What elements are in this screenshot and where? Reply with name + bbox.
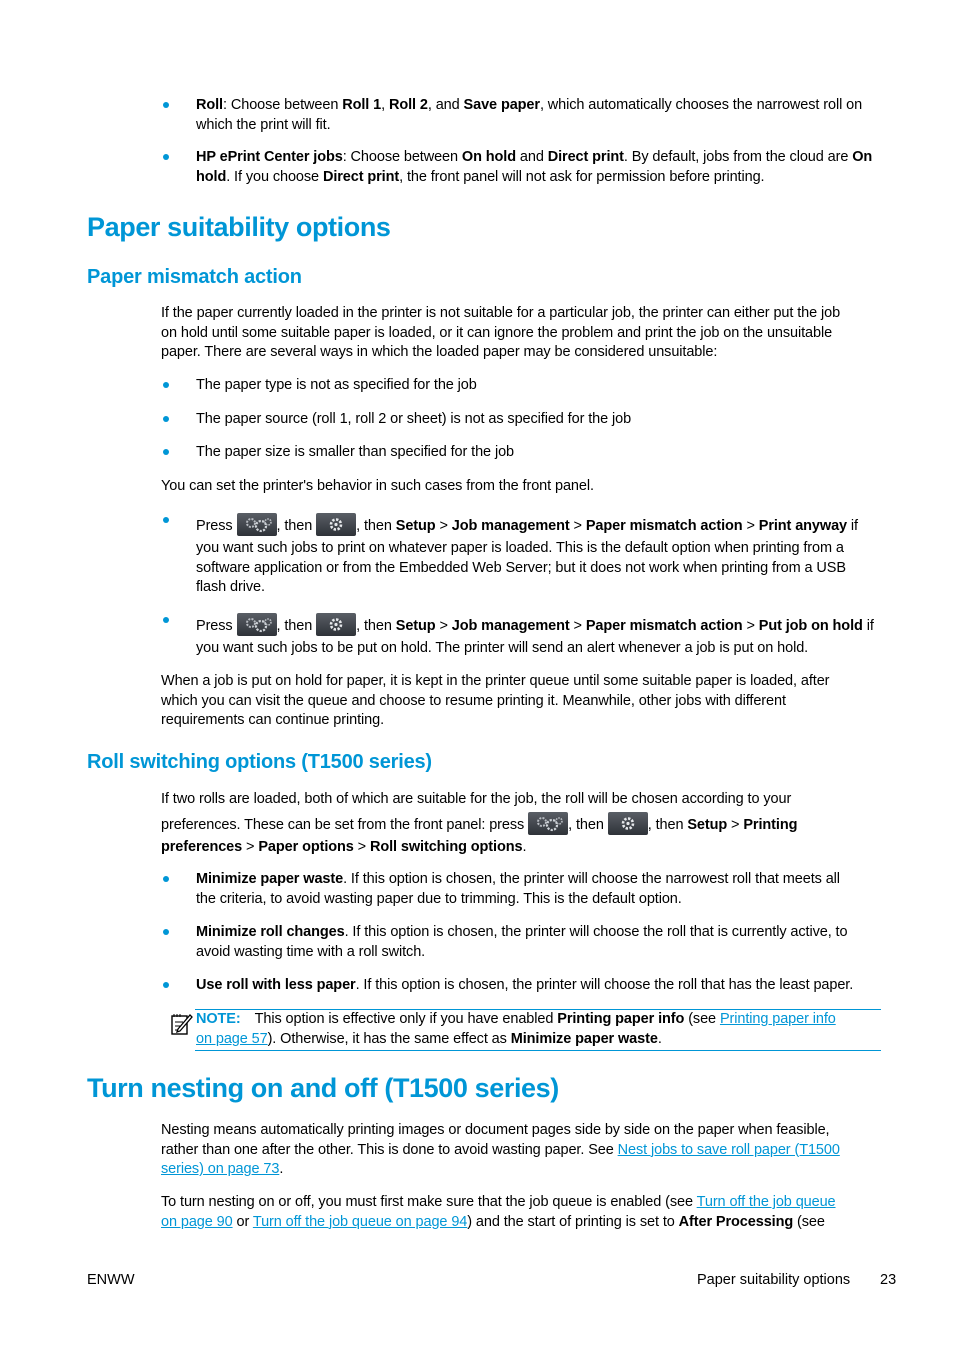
settings-gear-icon: [316, 613, 356, 636]
behavior-text: You can set the printer's behavior in such cases from the front panel.: [161, 478, 594, 494]
section-title-nesting: Turn nesting on and off (T1500 series): [87, 1073, 559, 1103]
link-page-57[interactable]: on page 57: [196, 1030, 268, 1047]
list-item: Minimize roll changes. If this option is chosen, the printer will choose the roll that is currently active, to avoid wasting time with a roll switch.: [196, 924, 848, 960]
bullet-dot: [163, 154, 169, 160]
hold-paragraph: When a job is put on hold for paper, it is kept in the printer queue until some suitable paper is loaded, after which you can visit the queue and choose to resume printing it. Meanwhile, other jobs with different requirements can continue printing.: [161, 673, 830, 728]
subsection-title-roll-switching: Roll switching options (T1500 series): [87, 751, 432, 773]
list-item: The paper size is smaller than specified for the job: [196, 444, 514, 460]
nesting-paragraph: Nesting means automatically printing images or document pages side by side on the paper when feasible, rather than one after the other. This is done to avoid wasting paper. See Nest jobs to save roll paper (T1500 series) on page 73.: [161, 1122, 840, 1177]
list-item: Minimize paper waste. If this option is chosen, the printer will choose the narrowest roll that meets all the criteria, to avoid wasting paper due to trimming. This is the default option.: [196, 871, 840, 907]
link-turn-off-queue-90[interactable]: Turn off the job queue: [696, 1194, 836, 1210]
settings-gears-button-icon: [237, 513, 277, 536]
note-bottom-rule: [195, 1050, 881, 1051]
settings-gear-icon: [608, 812, 648, 835]
mismatch-intro: If the paper currently loaded in the printer is not suitable for a particular job, the printer can either put the job on hold until some suitable paper is loaded, or it can ignore the problem and print the job on the unsuitable paper. There are several ways in which the loaded paper may be considered unsuitable:: [161, 305, 841, 360]
settings-gear-icon: [316, 513, 356, 536]
list-item: The paper type is not as specified for the job: [196, 377, 477, 393]
bullet-dot: [163, 102, 169, 108]
link-nest-jobs-page[interactable]: series) on page 73: [161, 1161, 280, 1177]
link-nest-jobs[interactable]: Nest jobs to save roll paper (T1500: [617, 1141, 840, 1158]
list-item: Use roll with less paper. If this option is chosen, the printer will choose the roll that has the least paper.: [196, 977, 854, 993]
bullet-dot: [163, 929, 169, 935]
roll-bullet: Roll: Choose between Roll 1, Roll 2, and Save paper, which automatically chooses the narrowest roll on which the print will fit.: [196, 97, 863, 133]
bullet-dot: [163, 876, 169, 882]
nesting-enable-paragraph: To turn nesting on or off, you must first make sure that the job queue is enabled (see Turn off the job queue on page 90 or Turn off the job queue on page 94) and the start of printing is set to After Processing (see: [161, 1194, 836, 1230]
note-icon: [170, 1012, 194, 1036]
settings-gears-button-icon: [528, 812, 568, 835]
bullet-dot: [163, 382, 169, 388]
press-print-anyway: Press , then , then Setup > Job management > Paper mismatch action > Print anyway if you want such jobs to print on whatever paper is loaded. This is the default option when printing from a software application or from the Embedded Web Server; but it does not work when printing from a USB flash drive.: [196, 513, 896, 598]
link-turn-off-queue-94[interactable]: Turn off the job queue on page 94: [252, 1213, 468, 1230]
bullet-dot: [163, 982, 169, 988]
footer-left: ENWW: [87, 1272, 135, 1288]
subsection-title-mismatch: Paper mismatch action: [87, 266, 302, 288]
press-put-on-hold: Press , then , then Setup > Job management > Paper mismatch action > Put job on hold if you want such jobs to be put on hold. The printer will send an alert whenever a job is put on hold.: [196, 613, 896, 659]
page-number: 23: [880, 1272, 897, 1288]
list-item: The paper source (roll 1, roll 2 or sheet) is not as specified for the job: [196, 411, 632, 427]
section-title-paper-suitability: Paper suitability options: [87, 212, 391, 242]
settings-gears-button-icon: [237, 613, 277, 636]
bullet-dot: [163, 617, 169, 623]
footer-section: Paper suitability options: [697, 1272, 851, 1288]
note-label: NOTE:: [196, 1011, 241, 1027]
eprint-bullet: HP ePrint Center jobs: Choose between On hold and Direct print. By default, jobs from the cloud are On hold. If you choose Direct print, the front panel will not ask for permission before printing.: [196, 149, 873, 185]
link-printing-paper-info[interactable]: Printing paper info: [719, 1011, 836, 1027]
roll-intro: If two rolls are loaded, both of which are suitable for the job, the roll will be chosen according to your preferences. These can be set from the front panel: press , then , then Setup > Printing preferences > Paper options > Roll switching options.: [161, 791, 798, 855]
bullet-dot: [163, 449, 169, 455]
bullet-dot: [163, 416, 169, 422]
link-page-90[interactable]: on page 90: [161, 1213, 233, 1230]
note-text: NOTE: This option is effective only if you have enabled Printing paper info (see Printing paper info on page 57). Otherwise, it has the same effect as Minimize paper waste.: [196, 1011, 836, 1047]
bullet-dot: [163, 517, 169, 523]
